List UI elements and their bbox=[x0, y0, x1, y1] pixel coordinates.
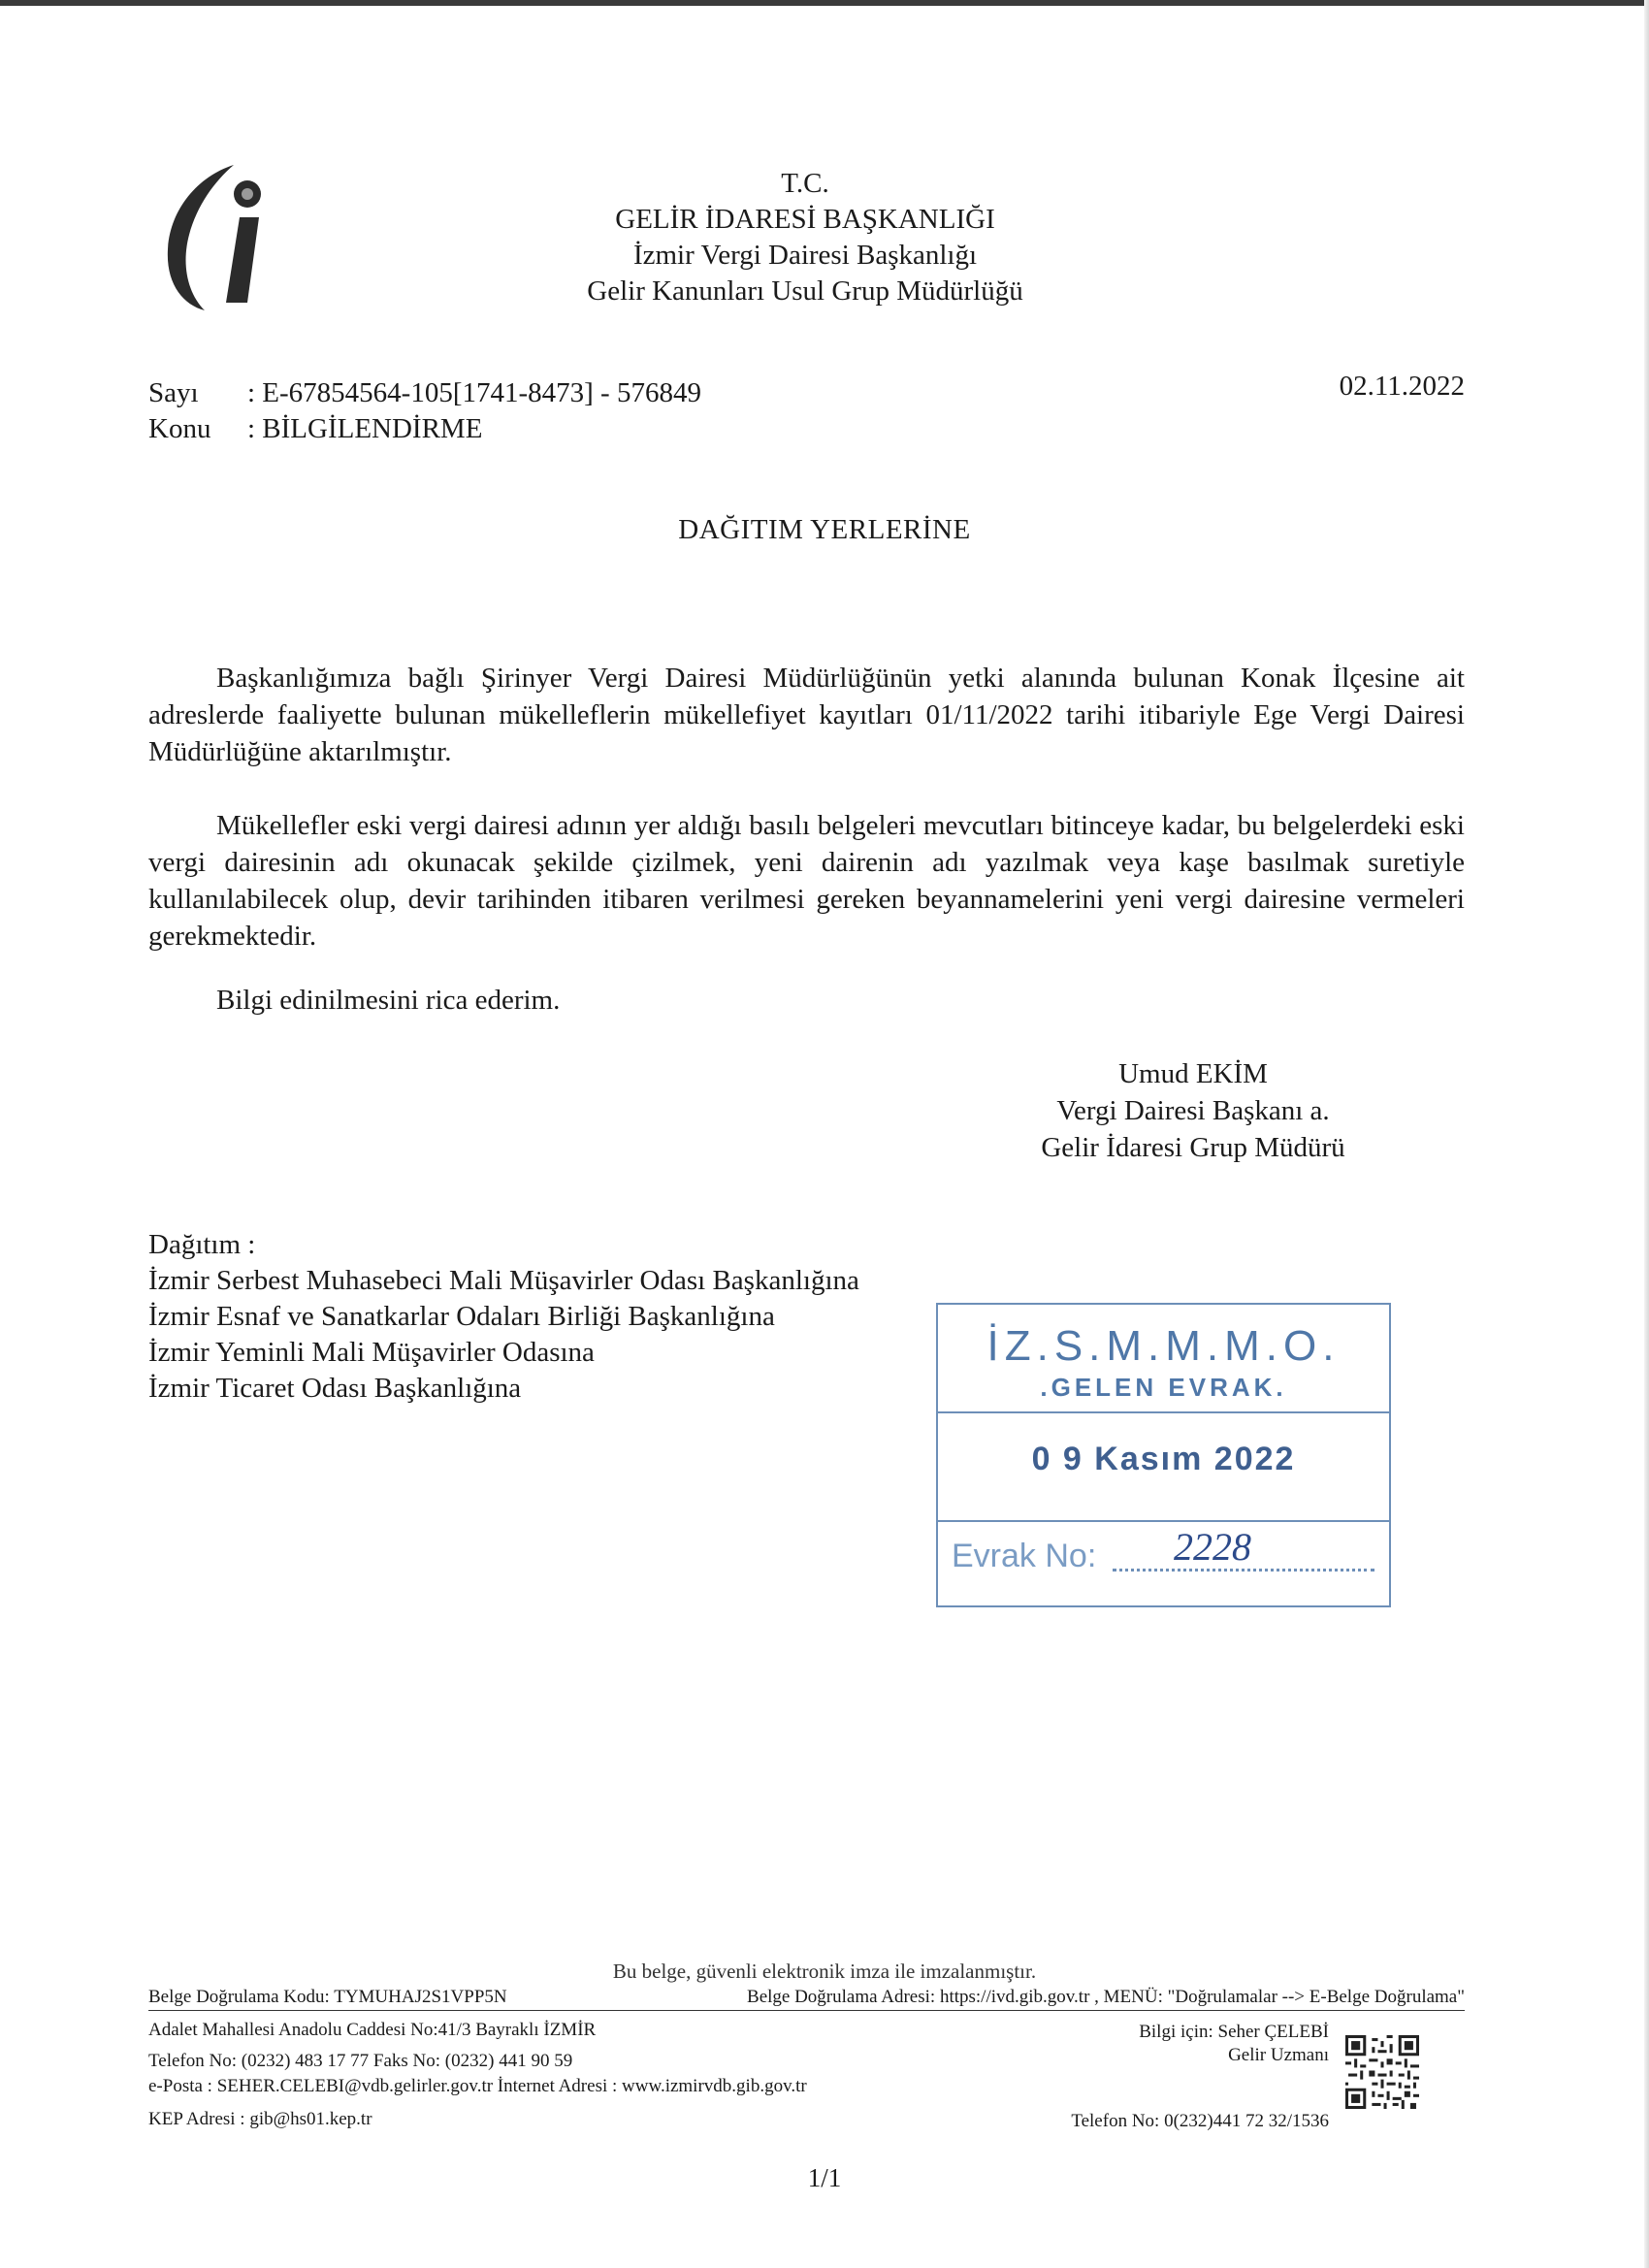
konu-value: : BİLGİLENDİRME bbox=[247, 413, 483, 444]
distribution-item: İzmir Yeminli Mali Müşavirler Odasına bbox=[148, 1337, 595, 1368]
recipient-title: DAĞITIM YERLERİNE bbox=[678, 514, 971, 545]
signatory-title-1: Vergi Dairesi Başkanı a. bbox=[1056, 1095, 1330, 1126]
incoming-document-stamp bbox=[936, 1303, 1391, 1607]
header-unit: Gelir Kanunları Usul Grup Müdürlüğü bbox=[587, 275, 1023, 307]
info-phone: Telefon No: 0(232)441 72 32/1536 bbox=[1071, 2111, 1329, 2131]
sayi-label: Sayı bbox=[148, 377, 199, 408]
body-paragraph-3: Bilgi edinilmesini rica ederim. bbox=[216, 985, 561, 1016]
signatory-name: Umud EKİM bbox=[1118, 1058, 1268, 1089]
body-paragraph-2: Mükellefler eski vergi dairesi adının yer aldığı basılı belgeleri mevcutları bitinceye kadar, bu belgelerdeki eski vergi dairesinin adı okunacak şekilde çizilmek, yeni dairenin adı yazılmak veya kaşe basılmak suretiyle kullanılabilecek olup, devir tarihinden itibaren verilmesi gereken beyannamelerini yeni vergi dairesine vermeleri gerekmektedir. bbox=[148, 810, 1465, 952]
header-tc: T.C. bbox=[781, 168, 829, 199]
info-title: Gelir Uzmanı bbox=[1228, 2045, 1329, 2065]
stamp-date: 0 9 Kasım 2022 bbox=[1031, 1441, 1296, 1477]
scan-right-edge bbox=[1644, 0, 1649, 2268]
stamp-org: İZ.S.M.M.M.O. bbox=[986, 1322, 1341, 1370]
kep-address: KEP Adresi : gib@hs01.kep.tr bbox=[148, 2109, 372, 2129]
header-agency: GELİR İDARESİ BAŞKANLIĞI bbox=[615, 204, 995, 235]
distribution-item: İzmir Ticaret Odası Başkanlığına bbox=[148, 1373, 522, 1404]
signatory-title-2: Gelir İdaresi Grup Müdürü bbox=[1041, 1132, 1345, 1163]
qr-code-icon bbox=[1345, 2035, 1419, 2109]
info-contact: Bilgi için: Seher ÇELEBİ bbox=[1139, 2022, 1329, 2042]
distribution-item: İzmir Serbest Muhasebeci Mali Müşavirler Odası Başkanlığına bbox=[148, 1265, 859, 1296]
verify-code: Belge Doğrulama Kodu: TYMUHAJ2S1VPP5N bbox=[148, 1987, 507, 2007]
office-address: Adalet Mahallesi Anadolu Caddesi No:41/3 Bayraklı İZMİR bbox=[148, 2020, 597, 2040]
header-office: İzmir Vergi Dairesi Başkanlığı bbox=[632, 240, 978, 271]
body-paragraph-1: Başkanlığımıza bağlı Şirinyer Vergi Dairesi Müdürlüğünün yetki alanında bulunan Konak İlçesine ait adreslerde faaliyette bulunan mükelleflerin mükellefiyet kayıtları 01/11/2022 tarihi itibariyle Ege Vergi Dairesi Müdürlüğüne aktarılmıştır. bbox=[148, 663, 1465, 767]
distribution-item: İzmir Esnaf ve Sanatkarlar Odaları Birliği Başkanlığına bbox=[148, 1301, 775, 1332]
sayi-value: : E-67854564-105[1741-8473] - 576849 bbox=[247, 377, 701, 408]
page-number: 1/1 bbox=[807, 2163, 842, 2192]
verify-address: Belge Doğrulama Adresi: https://ivd.gib.gov.tr , MENÜ: "Doğrulamalar --> E-Belge Doğrulama" bbox=[747, 1987, 1465, 2007]
scan-top-edge bbox=[0, 0, 1649, 6]
document-date: 02.11.2022 bbox=[1339, 371, 1465, 402]
stamp-subtitle: .GELEN EVRAK. bbox=[1040, 1373, 1287, 1402]
distribution-label: Dağıtım : bbox=[148, 1229, 256, 1260]
phone-fax: Telefon No: (0232) 483 17 77 Faks No: (0232) 441 90 59 bbox=[148, 2051, 573, 2071]
distribution-list bbox=[148, 1227, 859, 1407]
konu-label: Konu bbox=[148, 413, 211, 444]
email-web: e-Posta : SEHER.CELEBI@vdb.gelirler.gov.tr İnternet Adresi : www.izmirvdb.gib.gov.tr bbox=[148, 2076, 807, 2096]
gib-logo-icon bbox=[158, 157, 286, 312]
esign-note: Bu belge, güvenli elektronik imza ile imzalanmıştır. bbox=[612, 1960, 1037, 1983]
stamp-evrak-number: 2228 bbox=[1174, 1525, 1251, 1569]
stamp-evrak-label: Evrak No: bbox=[952, 1538, 1097, 1574]
